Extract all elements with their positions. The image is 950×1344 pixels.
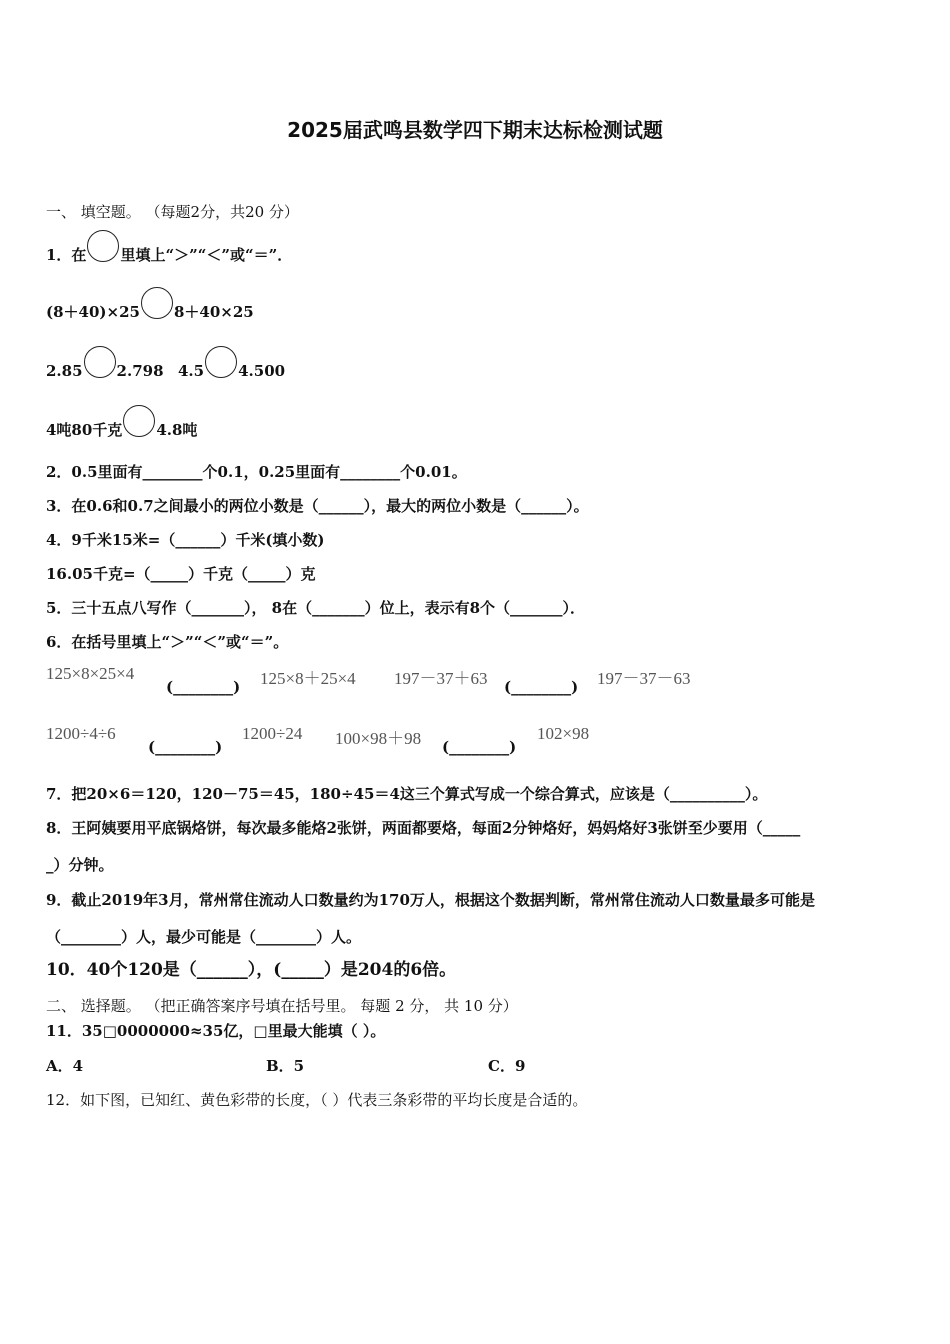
- q6-expr-r1-1: 125×8×25×4: [46, 664, 135, 683]
- question-1-stem: [46, 240, 292, 272]
- question-11-stem: 11．35□0000000≈35亿，□里最大能填（ ）。: [46, 1022, 386, 1040]
- q1-row1-right: 8＋40×25: [173, 303, 254, 321]
- question-9-line-2: （________）人，最少可能是（________）人。: [46, 928, 362, 946]
- q1-compare-row-2b: [178, 356, 285, 388]
- answer-circle[interactable]: [87, 230, 119, 262]
- question-5: 5．三十五点八写作（_______）， 8在（_______）位上，表示有8个（_______）．: [46, 599, 586, 617]
- section-heading-fill-blank: 一、 填空题。 （每题2分，共20 分）: [46, 203, 299, 221]
- question-10: 10．40个120是（______），(_____）是204的6倍。: [46, 960, 457, 980]
- q11-option-c[interactable]: C．9: [488, 1057, 526, 1075]
- question-6-stem: 6．在括号里填上“＞”“＜”或“＝”。: [46, 633, 289, 651]
- answer-circle[interactable]: [123, 405, 155, 437]
- q1-row2b-left: 4.5: [178, 362, 205, 380]
- answer-circle[interactable]: [84, 346, 116, 378]
- q1-row2a-left: 2.85: [46, 362, 83, 380]
- q6-expr-r1-4: 197－37－63: [597, 669, 691, 688]
- q1-compare-row-3: [46, 415, 197, 447]
- q6-answer-blank[interactable]: (________): [148, 738, 223, 756]
- q11-option-a[interactable]: A．4: [46, 1057, 84, 1075]
- question-4-line-2: 16.05千克=（_____）千克（_____）克: [46, 565, 316, 583]
- q1-row2b-right: 4.500: [238, 362, 286, 380]
- q6-expr-r1-3: 197－37＋63: [394, 669, 488, 688]
- q6-expr-r2-2: 1200÷24: [242, 724, 303, 743]
- answer-circle[interactable]: [205, 346, 237, 378]
- q1-compare-row-1: [46, 297, 254, 329]
- answer-circle[interactable]: [141, 287, 173, 319]
- question-2: 2．0.5里面有________个0.1，0.25里面有________个0.01。: [46, 463, 467, 481]
- question-12: 12．如下图，已知红、黄色彩带的长度，（ ）代表三条彩带的平均长度是合适的。: [46, 1091, 588, 1109]
- q1-row2a-right: 2.798: [116, 362, 164, 380]
- section-heading-multiple-choice: 二、 选择题。 （把正确答案序号填在括号里。 每题 2 分， 共 10 分）: [46, 997, 518, 1015]
- question-8-line-1: 8．王阿姨要用平底锅烙饼，每次最多能烙2张饼，两面都要烙，每面2分钟烙好，妈妈烙好3张饼至少要用（_____: [46, 819, 801, 837]
- q1-stem-part-a: 1．在: [46, 246, 87, 264]
- q6-expr-r1-2: 125×8＋25×4: [260, 669, 356, 688]
- q6-answer-blank[interactable]: (________): [442, 738, 517, 756]
- question-7: 7．把20×6＝120，120－75＝45，180÷45＝4这三个算式写成一个综合算式，应该是（__________）。: [46, 785, 768, 803]
- q1-row3-right: 4.8吨: [156, 421, 198, 439]
- question-4-line-1: 4．9千米15米=（______）千米(填小数): [46, 531, 325, 549]
- q6-answer-blank[interactable]: (________): [166, 678, 241, 696]
- q1-row3-left: 4吨80千克: [46, 421, 123, 439]
- question-9-line-1: 9．截止2019年3月，常州常住流动人口数量约为170万人，根据这个数据判断，常州常住流动人口数量最多可能是: [46, 891, 815, 909]
- q6-expr-r2-3: 100×98＋98: [335, 729, 422, 748]
- q11-option-b[interactable]: B．5: [266, 1057, 305, 1075]
- q1-row1-left: (8＋40)×25: [46, 303, 140, 321]
- q1-stem-part-b: 里填上“＞”“＜”或“＝”．: [120, 246, 293, 264]
- q6-expr-r2-1: 1200÷4÷6: [46, 724, 116, 743]
- question-3: 3．在0.6和0.7之间最小的两位小数是（______），最大的两位小数是（______）。: [46, 497, 589, 515]
- question-8-line-2: _）分钟。: [46, 856, 114, 874]
- q6-answer-blank[interactable]: (________): [504, 678, 579, 696]
- exam-title: 2025届武鸣县数学四下期末达标检测试题: [287, 118, 663, 142]
- q1-compare-row-2a: [46, 356, 164, 388]
- q6-expr-r2-4: 102×98: [537, 724, 590, 743]
